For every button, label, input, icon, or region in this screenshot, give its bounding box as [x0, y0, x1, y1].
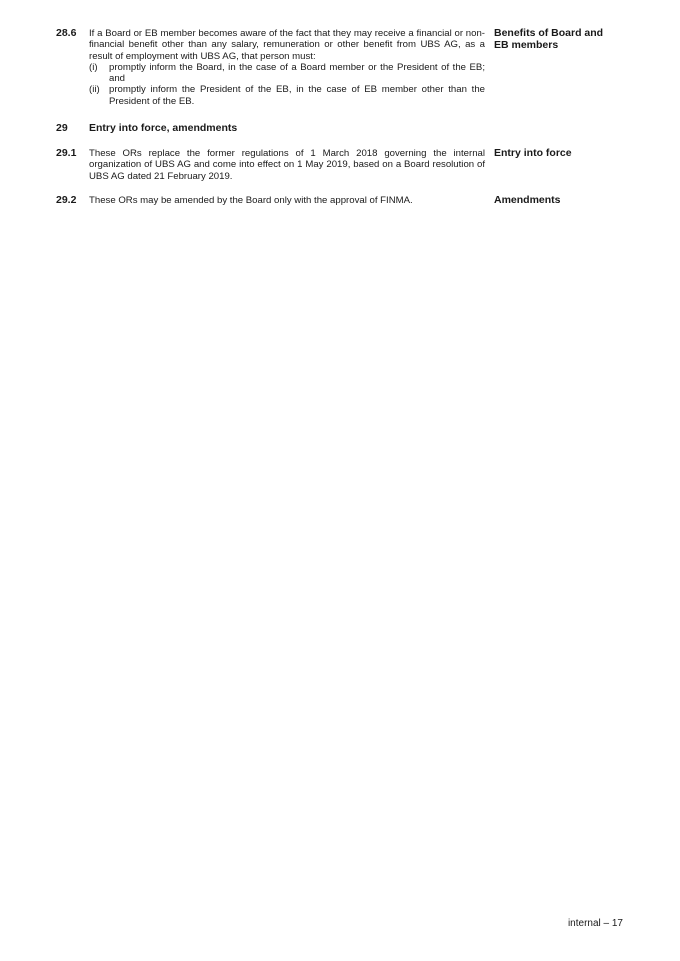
list-marker: (ii)	[89, 84, 100, 96]
list-item-text: promptly inform the President of the EB, in the case of EB member other than the President of the EB.	[109, 84, 485, 107]
section-29-heading	[56, 123, 616, 137]
section-29-2	[56, 195, 616, 209]
section-number: 29.2	[56, 194, 77, 206]
heading-title: Entry into force, amendments	[89, 122, 238, 134]
list-item-text: promptly inform the Board, in the case of a Board member or the President of the EB; and	[109, 61, 485, 85]
margin-title: Entry into force	[494, 147, 572, 159]
section-body: These ORs replace the former regulations of 1 March 2018 governing the internal organization of UBS AG and come into effect on 1 May 2019, based on a Board resolution of UBS AG dated 21 February 2019.	[89, 148, 485, 182]
margin-title: Amendments	[494, 194, 561, 206]
section-number: 29.1	[56, 147, 77, 159]
list-marker: (i)	[89, 61, 98, 73]
section-body: These ORs may be amended by the Board only with the approval of FINMA.	[89, 195, 413, 206]
section-intro: If a Board or EB member becomes aware of the fact that they may receive a financial or non-financial benefit other than any salary, remuneration or other benefit from UBS AG, as a result of employment with UBS AG, that person must:	[89, 28, 485, 62]
margin-title: Benefits of Board and EB members	[494, 27, 604, 51]
sub-item-list	[89, 62, 485, 107]
heading-number: 29	[56, 122, 68, 134]
section-28-6	[56, 28, 616, 112]
list-item	[89, 84, 485, 107]
section-body	[89, 28, 485, 107]
section-heading	[56, 123, 237, 135]
list-item	[89, 62, 485, 85]
section-29-1	[56, 148, 616, 184]
section-number: 28.6	[56, 27, 77, 39]
page-footer: internal – 17	[567, 918, 623, 929]
